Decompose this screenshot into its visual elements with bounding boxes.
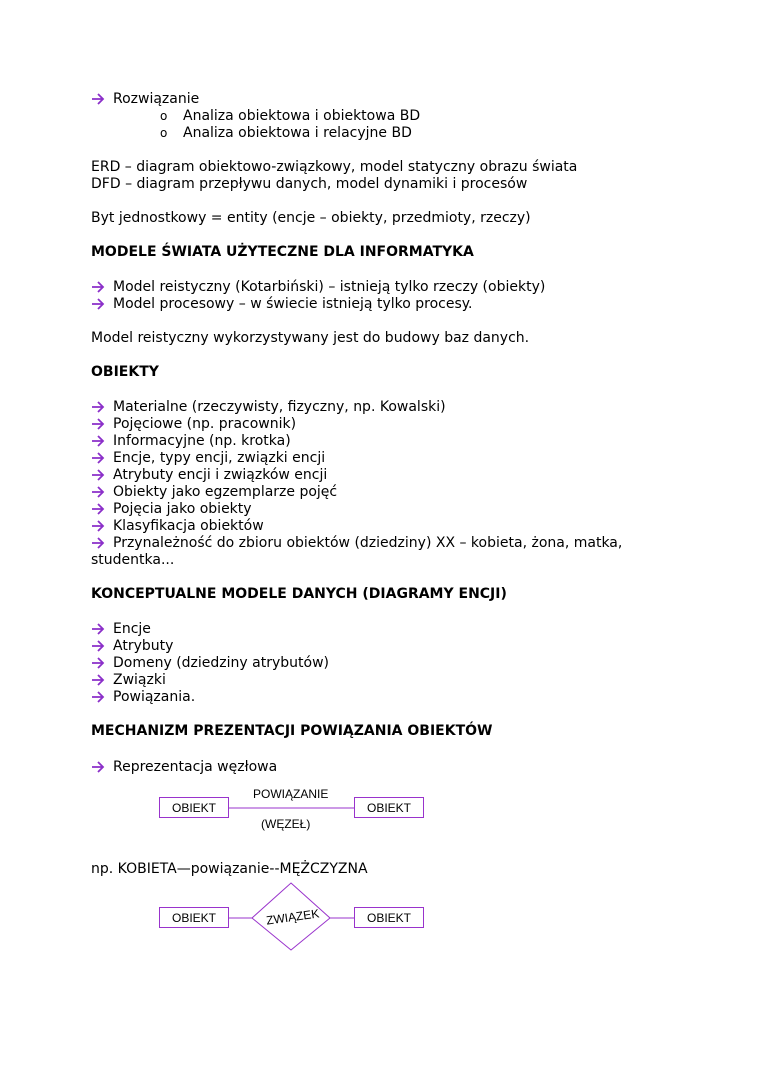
list-item: Informacyjne (np. krotka) <box>113 433 291 449</box>
list-item: Klasyfikacja obiektów <box>113 518 264 534</box>
list-item: Encje <box>113 621 151 637</box>
relationship-label: ZWIĄZEK <box>265 906 321 928</box>
list-item-continuation: studentka... <box>91 552 175 568</box>
sub-item: Analiza obiektowa i relacyjne BD <box>183 125 412 141</box>
list-item: Związki <box>113 672 166 688</box>
list-item: Obiekty jako egzemplarze pojęć <box>113 484 338 500</box>
list-item: Przynależność do zbioru obiektów (dziedziny) XX – kobieta, żona, matka, <box>113 535 623 551</box>
section-heading: KONCEPTUALNE MODELE DANYCH (DIAGRAMY ENCJI) <box>91 586 507 602</box>
list-item: Model procesowy – w świecie istnieją tylko procesy. <box>113 296 473 312</box>
list-item: Atrybuty encji i związków encji <box>113 467 328 483</box>
relation-label: POWIĄZANIE <box>253 787 329 801</box>
list-item: Materialne (rzeczywisty, fizyczny, np. Kowalski) <box>113 399 446 415</box>
list-item: Model reistyczny (Kotarbiński) – istnieją tylko rzeczy (obiekty) <box>113 279 546 295</box>
models-note: Model reistyczny wykorzystywany jest do budowy baz danych. <box>91 330 530 346</box>
sub-bullet-marker: o <box>160 109 168 123</box>
entity-box: OBIEKT <box>354 797 424 818</box>
entity-definition: Byt jednostkowy = entity (encje – obiekty, przedmioty, rzeczy) <box>91 210 531 226</box>
solution-label: Rozwiązanie <box>113 91 200 107</box>
erd-definition: ERD – diagram obiektowo-związkowy, model statyczny obrazu świata <box>91 159 578 175</box>
list-item: Powiązania. <box>113 689 196 705</box>
dfd-definition: DFD – diagram przepływu danych, model dynamiki i procesów <box>91 176 528 192</box>
section-heading: MODELE ŚWIATA UŻYTECZNE DLA INFORMATYKA <box>91 244 474 260</box>
sub-item: Analiza obiektowa i obiektowa BD <box>183 108 421 124</box>
entity-box: OBIEKT <box>159 797 229 818</box>
list-item: Pojęcia jako obiekty <box>113 501 252 517</box>
list-item: Pojęciowe (np. pracownik) <box>113 416 297 432</box>
list-item: Atrybuty <box>113 638 174 654</box>
example-text: np. KOBIETA—powiązanie--MĘŻCZYZNA <box>91 861 368 877</box>
entity-box: OBIEKT <box>354 907 424 928</box>
section-heading: MECHANIZM PREZENTACJI POWIĄZANIA OBIEKTÓW <box>91 723 493 739</box>
node-label: (WĘZEŁ) <box>261 817 311 831</box>
list-item: Reprezentacja węzłowa <box>113 759 278 775</box>
sub-bullet-marker: o <box>160 126 168 140</box>
list-item: Encje, typy encji, związki encji <box>113 450 326 466</box>
section-heading: OBIEKTY <box>91 364 159 380</box>
list-item: Domeny (dziedziny atrybutów) <box>113 655 329 671</box>
entity-box: OBIEKT <box>159 907 229 928</box>
